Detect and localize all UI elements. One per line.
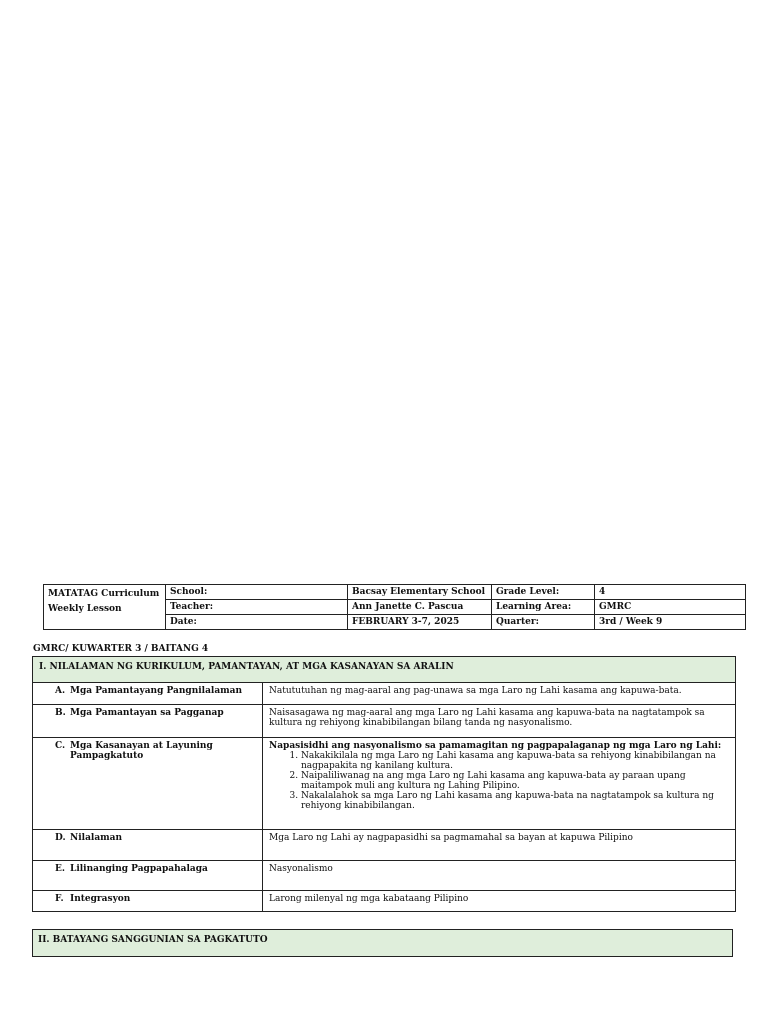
school-value: Bacsay Elementary School (348, 585, 492, 600)
row-label-d: D. Nilalaman (33, 830, 263, 861)
row-label-b: B. Mga Pamantayan sa Pagganap (33, 705, 263, 738)
row-label-f: F. Integrasyon (33, 891, 263, 912)
grade-label: Grade Level: (492, 585, 595, 600)
teacher-label: Teacher: (166, 600, 348, 615)
row-content-b: Naisasagawa ng mag-aaral ang mga Laro ng Lahi kasama ang kapuwa-bata na nagtatampok sa kultura ng rehiyong kinabibilangan bilang tanda ng nasyonalismo. (263, 705, 736, 738)
grade-value: 4 (595, 585, 746, 600)
quarter-value: 3rd / Week 9 (595, 615, 746, 630)
row-label-c: C. Mga Kasanayan at Layuning Pampagkatuto (33, 738, 263, 830)
row-content-a: Natututuhan ng mag-aaral ang pag-unawa sa mga Laro ng Lahi kasama ang kapuwa-bata. (263, 683, 736, 705)
quarter-label: Quarter: (492, 615, 595, 630)
curriculum-content-table (32, 656, 736, 912)
date-label: Date: (166, 615, 348, 630)
curriculum-title-line1: MATATAG Curriculum (48, 589, 160, 599)
teacher-value: Ann Janette C. Pascua (348, 600, 492, 615)
competency-list (269, 751, 729, 811)
row-content-f: Larong milenyal ng mga kabataang Pilipino (263, 891, 736, 912)
section1-title: I. NILALAMAN NG KURIKULUM, PAMANTAYAN, AT MGA KASANAYAN SA ARALIN (33, 657, 736, 683)
curriculum-title-line2: Weekly Lesson (48, 604, 122, 614)
lesson-header-table (43, 584, 746, 630)
row-content-c (263, 738, 736, 830)
date-value: FEBRUARY 3-7, 2025 (348, 615, 492, 630)
row-content-e: Nasyonalismo (263, 861, 736, 891)
competency-item: 2. Naipaliliwanag na ang mga Laro ng Lahi kasama ang kapuwa-bata ay paraan upang maitampok muli ang kultura ng Lahing Pilipino. (301, 771, 729, 791)
section2-title: II. BATAYANG SANGGUNIAN SA PAGKATUTO (32, 929, 733, 957)
competency-item: 3. Nakalalahok sa mga Laro ng Lahi kasama ang kapuwa-bata na nagtatampok sa kultura ng rehiyong kinabibilangan. (301, 791, 729, 811)
competency-lead: Napasisidhi ang nasyonalismo sa pamamagitan ng pagpapalaganap ng mga Laro ng Lahi: (269, 741, 722, 751)
area-value: GMRC (595, 600, 746, 615)
area-label: Learning Area: (492, 600, 595, 615)
subject-line: GMRC/ KUWARTER 3 / BAITANG 4 (33, 644, 209, 654)
school-label: School: (166, 585, 348, 600)
row-content-d: Mga Laro ng Lahi ay nagpapasidhi sa pagmamahal sa bayan at kapuwa Pilipino (263, 830, 736, 861)
competency-item: 1. Nakakikilala ng mga Laro ng Lahi kasama ang kapuwa-bata sa rehiyong kinabibilangan na nagpapakita ng kanilang kultura. (301, 751, 729, 771)
row-label-e: E. Lilinanging Pagpapahalaga (33, 861, 263, 891)
curriculum-title (44, 585, 166, 630)
row-label-a: A. Mga Pamantayang Pangnilalaman (33, 683, 263, 705)
